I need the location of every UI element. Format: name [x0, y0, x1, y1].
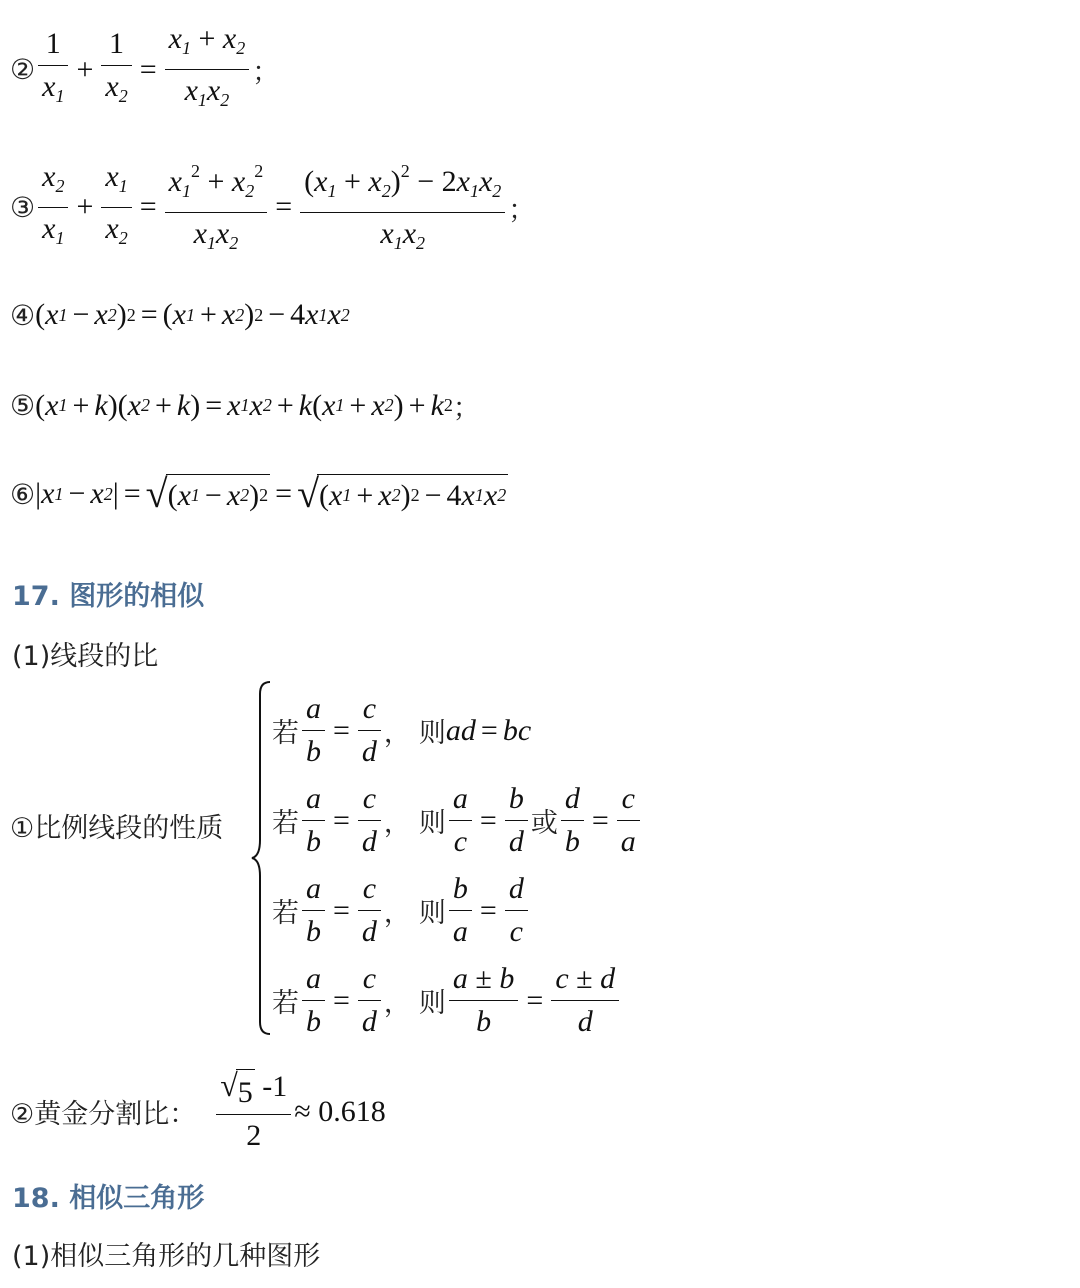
golden-ratio-value: ≈ 0.618: [294, 1094, 386, 1128]
curly-brace: [250, 680, 274, 1036]
section-17-title: 17. 图形的相似: [12, 581, 205, 612]
property-row-4: 若 $\frac{a}{b}$ = $\frac{c}{d}$ ， 则 $\frac{a \pm b}{b}$ = $\frac{c \pm d}{d}$: [272, 958, 622, 1043]
golden-ratio: ②黄金分割比： √ 5 -1 2 ≈ 0.618: [10, 1067, 386, 1152]
formula-6-marker: ⑥: [10, 477, 36, 511]
proportion-properties-label: ①比例线段的性质: [10, 813, 224, 844]
formula-6: ⑥ | x 1 − x 2 | = √ ( x 1 − x 2 ) 2 = √ ( x 1 + x 2 ) 2 − 4 x 1 x 2: [10, 471, 507, 516]
formula-4-marker: ④: [10, 298, 36, 332]
section-18-title: 18. 相似三角形: [12, 1183, 205, 1214]
section-17-sub1: (1)线段的比: [12, 641, 159, 672]
formula-3: ③ $\frac{x_2}{x_1}$ + $\frac{x_1}{x_2}$ = $\frac{x_1^2 + x_2^2}{x_1x_2}$ = $\frac{(x_1 + x_2)^2 - 2x_1x_2}{x_1x_2}$ ；: [10, 150, 535, 264]
formula-5: ⑤ ( x 1 + k )( x 2 + k ) = x 1 x 2 + k ( x 1 + x 2 ) + k 2 ；: [10, 388, 480, 424]
formula-5-marker: ⑤: [10, 389, 36, 422]
formula-2-marker: ②: [10, 53, 36, 86]
formula-2: ② $\frac{1}{x_1}$ + $\frac{1}{x_2}$ = $\frac{x_1 + x_2}{x_1x_2}$ ；: [10, 18, 279, 121]
formula-4: ④ ( x 1 − x 2 ) 2 = ( x 1 + x 2 ) 2 − 4 x 1 x 2: [10, 298, 350, 332]
golden-ratio-label: ②黄金分割比：: [10, 1099, 197, 1130]
property-row-3: 若 $\frac{a}{b}$ = $\frac{c}{d}$ ， 则 $\frac{b}{a}$ = $\frac{d}{c}$: [272, 868, 531, 953]
property-row-1: 若 $\frac{a}{b}$ = $\frac{c}{d}$ ， 则 ad = bc: [272, 688, 531, 773]
property-row-2: 若 $\frac{a}{b}$ = $\frac{c}{d}$ ， 则 $\frac{a}{c}$ = $\frac{b}{d}$ 或 $\frac{d}{b}$ = $\frac{c}{a}$: [272, 778, 643, 863]
formula-3-marker: ③: [10, 190, 36, 224]
section-18-sub1: (1)相似三角形的几种图形: [12, 1241, 321, 1272]
